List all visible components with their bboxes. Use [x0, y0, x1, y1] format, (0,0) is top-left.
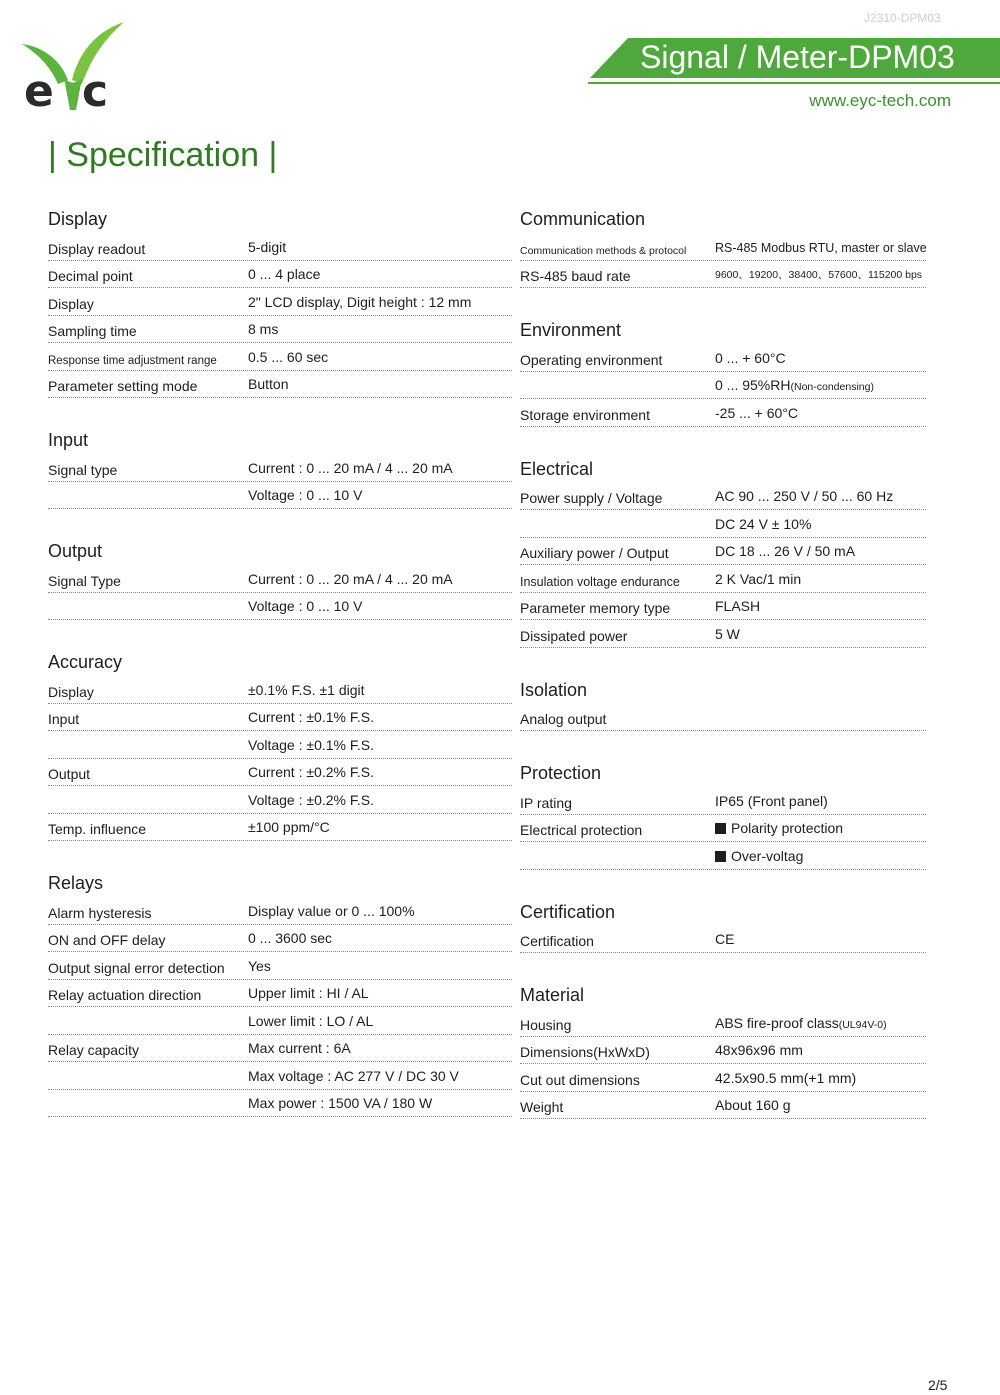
spec-label: ON and OFF delay — [48, 932, 166, 948]
spec-value: Voltage : ±0.1% F.S. — [248, 736, 374, 753]
specification-heading: | Specification | — [48, 136, 278, 174]
spec-row — [48, 593, 512, 621]
spec-value: Current : ±0.1% F.S. — [248, 709, 374, 725]
spec-value: Current : 0 ... 20 mA / 4 ... 20 mA — [248, 459, 453, 476]
svg-text:c: c — [82, 66, 109, 114]
spec-value-main: 0 ... 95%RH — [715, 377, 791, 393]
spec-value: -25 ... + 60°C — [715, 404, 799, 421]
spec-value: ±100 ppm/°C — [248, 819, 330, 835]
spec-value: IP65 (Front panel) — [715, 792, 828, 809]
spec-value: Display value or 0 ... 100% — [248, 902, 415, 919]
spec-value: Max voltage : AC 277 V / DC 30 V — [248, 1067, 459, 1084]
section-title: Output — [48, 541, 103, 561]
page-number: 2/5 — [928, 1377, 948, 1393]
spec-value: Current : ±0.2% F.S. — [248, 764, 374, 780]
spec-row — [48, 980, 512, 1008]
section-protection — [520, 759, 926, 870]
spec-label: Output signal error detection — [48, 959, 225, 976]
spec-value: 48x96x96 mm — [715, 1042, 803, 1058]
spec-row — [520, 233, 926, 261]
section-electrical — [520, 455, 926, 648]
spec-row — [520, 565, 926, 593]
spec-label: Parameter memory type — [520, 600, 671, 616]
spec-value: ±0.1% F.S. ±1 digit — [248, 681, 365, 698]
spec-value: 8 ms — [248, 321, 279, 337]
spec-row — [520, 787, 926, 815]
spec-row — [48, 731, 512, 759]
spec-label: Analog output — [520, 711, 607, 727]
spec-value-text: Over-voltag — [731, 847, 804, 864]
spec-label: Signal Type — [48, 572, 121, 589]
spec-row — [48, 1035, 512, 1063]
spec-value — [715, 820, 843, 836]
website-link[interactable]: www.eyc-tech.com — [809, 91, 951, 110]
spec-value — [715, 848, 803, 864]
spec-column-left — [48, 205, 512, 1117]
spec-row — [520, 1092, 926, 1120]
spec-value-suffix: (Non-condensing) — [790, 381, 874, 393]
spec-value-main: ABS fire-proof class — [715, 1014, 839, 1031]
spec-row — [520, 1009, 926, 1037]
spec-row — [48, 676, 512, 704]
spec-label: Decimal point — [48, 268, 133, 284]
spec-row — [48, 1007, 512, 1035]
spec-row — [48, 261, 512, 289]
spec-value: 0.5 ... 60 sec — [248, 348, 329, 365]
spec-value: 9600、19200、38400、57600、115200 bps — [715, 269, 923, 281]
spec-value: CE — [715, 931, 735, 947]
section-title: Communication — [520, 209, 646, 229]
spec-label: Weight — [520, 1099, 564, 1115]
section-certification — [520, 898, 926, 954]
spec-row — [48, 897, 512, 925]
spec-value: DC 18 ... 26 V / 50 mA — [715, 543, 856, 559]
spec-label: Display — [48, 683, 94, 700]
title-underline — [588, 82, 1000, 84]
spec-label: Display — [48, 295, 94, 312]
section-relays — [48, 869, 512, 1117]
section-title: Environment — [520, 320, 622, 340]
spec-row — [520, 510, 926, 538]
section-title: Material — [520, 985, 585, 1005]
spec-label: Alarm hysteresis — [48, 904, 152, 921]
spec-value: Voltage : 0 ... 10 V — [248, 487, 363, 503]
spec-row — [48, 759, 512, 787]
section-title: Electrical — [520, 458, 594, 479]
spec-value: 5 W — [715, 625, 740, 642]
spec-row — [48, 233, 512, 261]
section-output — [48, 537, 512, 620]
spec-row — [520, 620, 926, 648]
spec-row — [520, 261, 926, 289]
spec-label: Display readout — [48, 240, 146, 257]
spec-row — [520, 1064, 926, 1092]
spec-row — [48, 952, 512, 980]
spec-label: Response time adjustment range — [48, 354, 217, 367]
section-display — [48, 205, 512, 398]
section-input — [48, 426, 512, 509]
spec-row — [48, 786, 512, 814]
spec-row — [520, 538, 926, 566]
section-title: Display — [48, 209, 108, 229]
spec-row — [520, 344, 926, 372]
spec-value: DC 24 V ± 10% — [715, 515, 812, 532]
spec-value: Upper limit : HI / AL — [248, 985, 369, 1001]
spec-row — [520, 483, 926, 511]
product-title: Signal / Meter-DPM03 — [640, 39, 955, 75]
document-code: J2310-DPM03 — [864, 11, 941, 25]
spec-label: Dissipated power — [520, 627, 628, 644]
spec-value: Current : 0 ... 20 mA / 4 ... 20 mA — [248, 570, 453, 587]
spec-row — [520, 842, 926, 870]
spec-value — [715, 377, 874, 393]
bullet-square-icon — [715, 823, 726, 834]
spec-label: Input — [48, 711, 80, 727]
spec-label: Certification — [520, 933, 594, 949]
spec-value-text: Polarity protection — [731, 820, 844, 836]
spec-row — [48, 371, 512, 399]
spec-value: Lower limit : LO / AL — [248, 1012, 374, 1029]
spec-label: Power supply / Voltage — [520, 490, 663, 506]
spec-column-right — [520, 205, 926, 1119]
section-title: Relays — [48, 873, 104, 893]
spec-label: Communication methods & protocol — [520, 244, 687, 257]
spec-row — [48, 814, 512, 842]
spec-label: Temp. influence — [48, 821, 147, 837]
spec-value: Button — [248, 376, 289, 392]
spec-row — [520, 704, 926, 732]
spec-value: 2" LCD display, Digit height : 12 mm — [248, 293, 472, 310]
spec-value-suffix: (UL94V-0) — [838, 1018, 887, 1031]
spec-row — [48, 1090, 512, 1118]
spec-label: Relay actuation direction — [48, 987, 202, 1003]
spec-value: Voltage : ±0.2% F.S. — [248, 791, 374, 808]
spec-row — [48, 288, 512, 316]
section-material — [520, 981, 926, 1119]
spec-row — [48, 925, 512, 953]
spec-value: 42.5x90.5 mm(+1 mm) — [715, 1069, 857, 1086]
spec-value: 0 ... + 60°C — [715, 349, 786, 366]
spec-label: Parameter setting mode — [48, 378, 198, 394]
section-title: Input — [48, 430, 89, 450]
spec-value: 5-digit — [248, 238, 287, 255]
spec-label: Electrical protection — [520, 822, 643, 838]
spec-label: IP rating — [520, 794, 572, 811]
spec-value: Yes — [248, 957, 271, 974]
section-title: Accuracy — [48, 652, 123, 672]
spec-value: Max current : 6A — [248, 1040, 351, 1056]
spec-label: Auxiliary power / Output — [520, 545, 669, 561]
spec-label: Relay capacity — [48, 1042, 140, 1058]
spec-row — [48, 316, 512, 344]
spec-row — [48, 1062, 512, 1090]
section-title: Protection — [520, 763, 602, 783]
spec-value: FLASH — [715, 598, 761, 614]
svg-text:e: e — [24, 66, 54, 114]
spec-label: Output — [48, 766, 91, 782]
spec-row — [520, 372, 926, 400]
section-title: Isolation — [520, 679, 588, 700]
spec-label: Sampling time — [48, 323, 137, 339]
spec-value: Voltage : 0 ... 10 V — [248, 598, 363, 614]
spec-label: Storage environment — [520, 406, 650, 423]
spec-value: 2 K Vac/1 min — [715, 570, 802, 587]
spec-label: Signal type — [48, 461, 118, 478]
spec-row — [520, 399, 926, 427]
spec-label: Cut out dimensions — [520, 1071, 640, 1088]
eyc-logo — [20, 18, 130, 114]
spec-label: Operating environment — [520, 351, 663, 368]
section-environment — [520, 316, 926, 427]
spec-value: About 160 g — [715, 1097, 791, 1113]
section-communication — [520, 205, 926, 288]
spec-row — [48, 565, 512, 593]
spec-value — [715, 1015, 887, 1031]
spec-value: 0 ... 4 place — [248, 266, 321, 282]
spec-value: Max power : 1500 VA / 180 W — [248, 1095, 433, 1111]
spec-row — [48, 454, 512, 482]
spec-row — [48, 343, 512, 371]
bullet-square-icon — [715, 851, 726, 862]
section-accuracy — [48, 648, 512, 841]
spec-label: Housing — [520, 1016, 572, 1033]
spec-row — [520, 926, 926, 954]
spec-row — [520, 1037, 926, 1065]
spec-label: Dimensions(HxWxD) — [520, 1044, 650, 1060]
section-title: Certification — [520, 901, 616, 922]
spec-row — [48, 482, 512, 510]
spec-value: RS-485 Modbus RTU, master or slave — [715, 240, 927, 255]
spec-value: 0 ... 3600 sec — [248, 930, 333, 946]
spec-row — [48, 704, 512, 732]
spec-label: RS-485 baud rate — [520, 268, 631, 284]
spec-row — [520, 593, 926, 621]
spec-label: Insulation voltage endurance — [520, 574, 680, 589]
spec-row — [520, 815, 926, 843]
section-isolation — [520, 676, 926, 732]
spec-value: AC 90 ... 250 V / 50 ... 60 Hz — [715, 488, 894, 504]
